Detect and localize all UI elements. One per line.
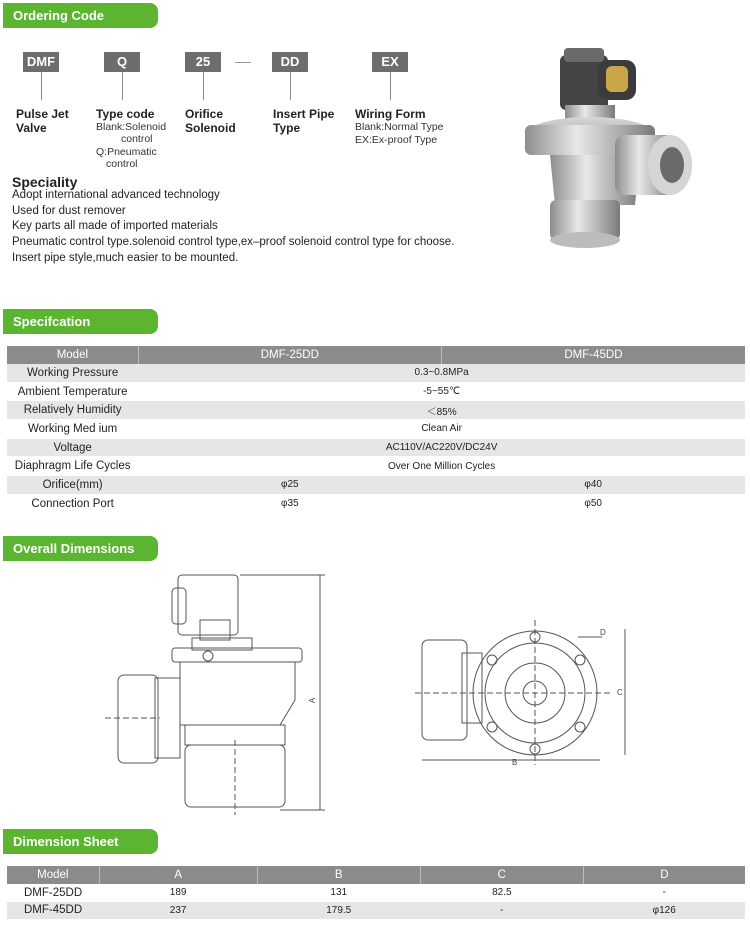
code-connector xyxy=(41,72,42,100)
code-box-dmf: DMF xyxy=(23,52,59,72)
code-connector xyxy=(290,72,291,100)
cell-value: Clean Air xyxy=(138,420,745,439)
cell-value: φ126 xyxy=(583,902,745,920)
cell-value: ＜85% xyxy=(138,401,745,420)
cell-value: 82.5 xyxy=(420,884,583,902)
cell-value: -5~55℃ xyxy=(138,382,745,401)
code-box-25: 25 xyxy=(185,52,221,72)
code-sub-q-3: control xyxy=(106,158,138,170)
front-view-drawing xyxy=(410,615,645,775)
code-title-dmf: Pulse Jet Valve xyxy=(16,107,69,135)
col-header-a: A xyxy=(99,866,257,884)
code-title-q: Type code xyxy=(96,107,155,121)
specification-heading: Specifcation xyxy=(3,309,158,334)
col-header-dmf25: DMF-25DD xyxy=(138,346,441,364)
col-header-dmf45: DMF-45DD xyxy=(441,346,745,364)
code-connector xyxy=(390,72,391,100)
speciality-line: Used for dust remover xyxy=(12,205,126,217)
row-label: Diaphragm Life Cycles xyxy=(7,457,138,476)
cell-value: φ40 xyxy=(441,476,745,495)
table-row xyxy=(7,401,745,420)
speciality-line: Insert pipe style,much easier to be mounted. xyxy=(12,252,239,264)
code-sub-ex-0: Blank:Normal Type xyxy=(355,121,444,133)
row-label: DMF-45DD xyxy=(7,902,99,920)
dimension-label-b: B xyxy=(512,758,518,767)
row-label: DMF-25DD xyxy=(7,884,99,902)
cell-value: - xyxy=(583,884,745,902)
table-row xyxy=(7,476,745,495)
code-title-ex: Wiring Form xyxy=(355,107,426,121)
cell-value: AC110V/AC220V/DC24V xyxy=(138,438,745,457)
dimension-sheet-heading: Dimension Sheet xyxy=(3,829,158,854)
col-header-model: Model xyxy=(7,346,138,364)
code-connector xyxy=(122,72,123,100)
col-header-d: D xyxy=(583,866,745,884)
table-row xyxy=(7,382,745,401)
code-dash xyxy=(235,62,251,63)
speciality-line: Key parts all made of imported materials xyxy=(12,220,218,232)
valve-product-image xyxy=(510,30,710,255)
speciality-heading: Speciality xyxy=(12,174,78,190)
table-row xyxy=(7,902,745,920)
row-label: Ambient Temperature xyxy=(7,382,138,401)
code-title-25: Orifice Solenoid xyxy=(185,107,236,135)
speciality-line: Pneumatic control type.solenoid control type,ex–proof solenoid control type for choose. xyxy=(12,236,455,248)
code-sub-ex-1: EX:Ex-proof Type xyxy=(355,134,438,146)
table-row xyxy=(7,494,745,513)
row-label: Orifice(mm) xyxy=(7,476,138,495)
row-label: Connection Port xyxy=(7,494,138,513)
table-header-row xyxy=(7,866,745,884)
table-row xyxy=(7,884,745,902)
col-header-b: B xyxy=(257,866,420,884)
cell-value: - xyxy=(420,902,583,920)
cell-value: φ25 xyxy=(138,476,441,495)
cell-value: 0.3~0.8MPa xyxy=(138,364,745,382)
dimension-label-a: A xyxy=(308,697,318,704)
cell-value: 237 xyxy=(99,902,257,920)
speciality-line: Adopt international advanced technology xyxy=(12,189,220,201)
cell-value: 179.5 xyxy=(257,902,420,920)
code-connector xyxy=(203,72,204,100)
cell-value: φ35 xyxy=(138,494,441,513)
cell-value: 131 xyxy=(257,884,420,902)
table-row xyxy=(7,438,745,457)
ordering-code-heading: Ordering Code xyxy=(3,3,158,28)
row-label: Working Med ium xyxy=(7,420,138,439)
table-row xyxy=(7,420,745,439)
cell-value: 189 xyxy=(99,884,257,902)
row-label: Working Pressure xyxy=(7,364,138,382)
code-sub-q-2: Q:Pneumatic xyxy=(96,146,157,158)
col-header-c: C xyxy=(420,866,583,884)
col-header-model: Model xyxy=(7,866,99,884)
code-sub-q-1: control xyxy=(121,133,153,145)
cell-value: Over One Million Cycles xyxy=(138,457,745,476)
code-box-dd: DD xyxy=(272,52,308,72)
dimension-label-c: C xyxy=(617,688,623,697)
overall-dimensions-heading: Overall Dimensions xyxy=(3,536,158,561)
row-label: Voltage xyxy=(7,438,138,457)
table-header-row xyxy=(7,346,745,364)
code-sub-q-0: Blank:Solenoid xyxy=(96,121,167,133)
code-box-q: Q xyxy=(104,52,140,72)
code-title-dd: Insert Pipe Type xyxy=(273,107,335,135)
cell-value: φ50 xyxy=(441,494,745,513)
dimension-table xyxy=(7,866,745,919)
table-row xyxy=(7,457,745,476)
code-box-ex: EX xyxy=(372,52,408,72)
row-label: Relatively Humidity xyxy=(7,401,138,420)
side-view-drawing xyxy=(100,570,340,820)
specification-table xyxy=(7,346,745,514)
dimension-label-d: D xyxy=(600,628,606,637)
table-row xyxy=(7,364,745,382)
